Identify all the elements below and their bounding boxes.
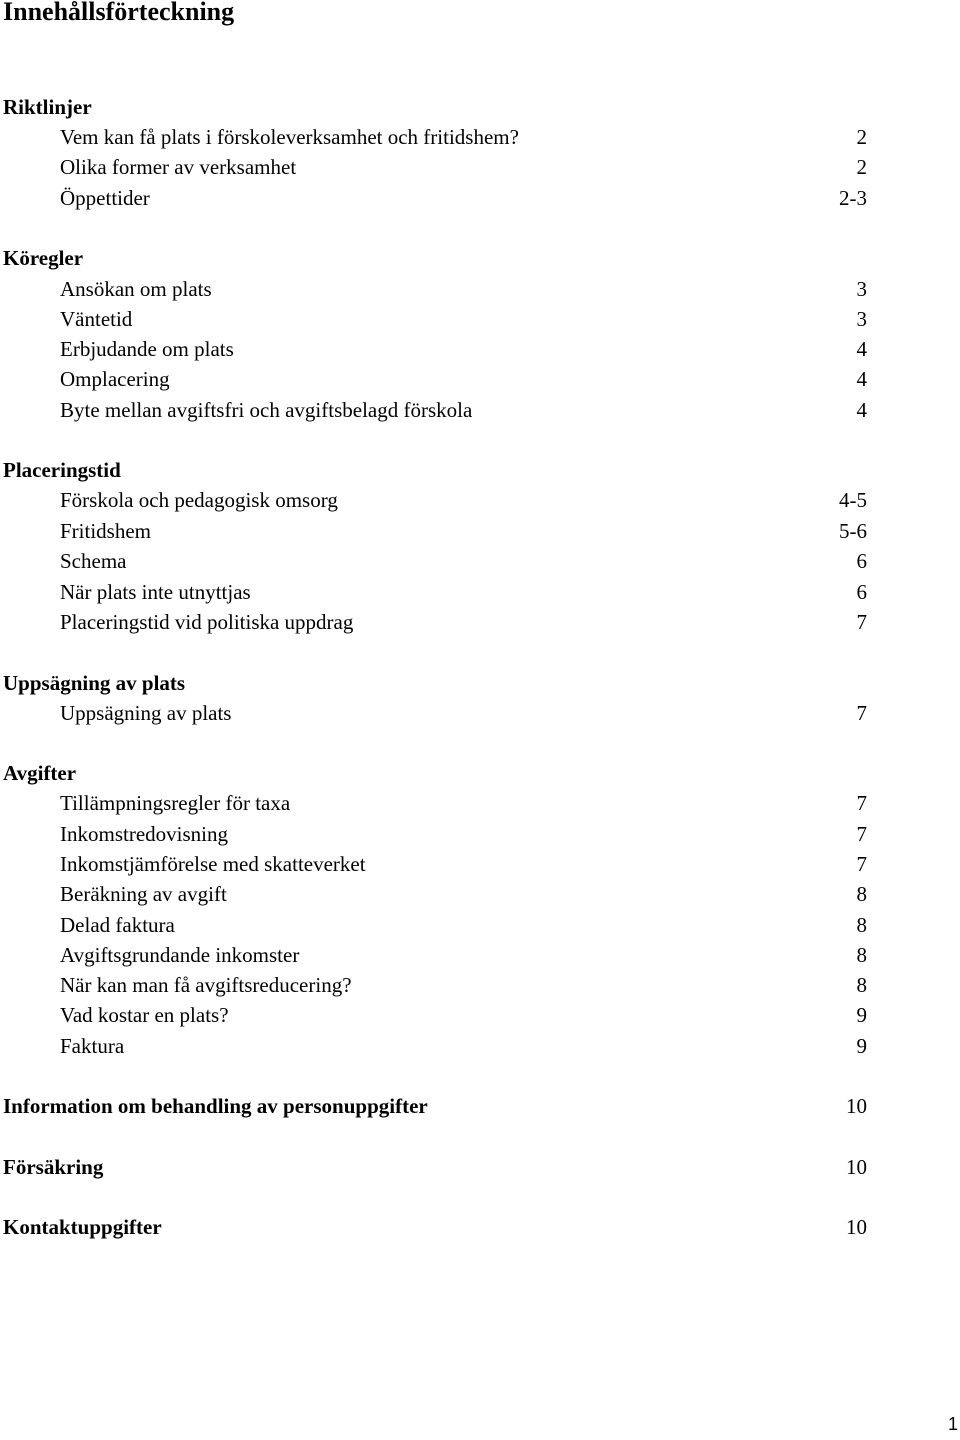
toc-entry[interactable]	[60, 1000, 867, 1030]
toc-entry-page: 8	[856, 943, 867, 967]
toc-entry-label: Öppettider	[60, 186, 150, 210]
toc-entry-label: Förskola och pedagogisk omsorg	[60, 488, 338, 512]
toc-entry[interactable]	[60, 910, 867, 940]
toc-heading-label: Kontaktuppgifter	[3, 1215, 162, 1239]
toc-entry-label: Avgiftsgrundande inkomster	[60, 943, 300, 967]
toc-entry-page: 7	[856, 852, 867, 876]
toc-entry-page: 4	[856, 367, 867, 391]
toc-entry-page: 3	[856, 307, 867, 331]
toc-entry-page: 7	[856, 822, 867, 846]
toc-entry-label: Beräkning av avgift	[60, 882, 227, 906]
toc-heading-personuppgifter[interactable]	[3, 1091, 867, 1121]
toc-entry-page: 2-3	[839, 186, 867, 210]
toc-heading-label: Köregler	[3, 246, 84, 270]
toc-entry-page: 8	[856, 973, 867, 997]
toc-heading-page: 10	[846, 1215, 867, 1239]
toc-heading-label: Uppsägning av plats	[3, 671, 186, 695]
toc-entry-label: Erbjudande om plats	[60, 337, 234, 361]
toc-entry-page: 4-5	[839, 488, 867, 512]
toc-entry[interactable]	[60, 152, 867, 182]
toc-entry[interactable]	[60, 395, 867, 425]
toc-heading-placeringstid[interactable]	[3, 455, 867, 485]
toc-entry[interactable]	[60, 879, 867, 909]
page-number: 1	[947, 1414, 958, 1434]
toc-entry-label: Uppsägning av plats	[60, 701, 232, 725]
toc-entry[interactable]	[60, 274, 867, 304]
toc-entry-page: 5-6	[839, 519, 867, 543]
toc-entry-label: Vad kostar en plats?	[60, 1003, 229, 1027]
toc-heading-koregler[interactable]	[3, 243, 867, 273]
toc-entry[interactable]	[60, 364, 867, 394]
toc-entry-label: Ansökan om plats	[60, 277, 212, 301]
toc-heading-forsakring[interactable]	[3, 1152, 867, 1182]
toc-heading-riktlinjer[interactable]	[3, 92, 867, 122]
toc-entry-page: 3	[856, 277, 867, 301]
toc-entry-page: 8	[856, 882, 867, 906]
toc-entry[interactable]	[60, 122, 867, 152]
toc-entry-label: Olika former av verksamhet	[60, 155, 297, 179]
toc-entry[interactable]	[60, 304, 867, 334]
toc-entry-label: Väntetid	[60, 307, 133, 331]
toc-entry-label: Vem kan få plats i förskoleverksamhet och fritidshem?	[60, 125, 519, 149]
toc-entry-page: 8	[856, 913, 867, 937]
toc-entry-page: 2	[856, 125, 867, 149]
toc-entry[interactable]	[60, 485, 867, 515]
toc-entry-page: 9	[856, 1034, 867, 1058]
toc-entry[interactable]	[60, 819, 867, 849]
toc-entry-page: 2	[856, 155, 867, 179]
toc-entry-page: 7	[856, 610, 867, 634]
toc-heading-label: Riktlinjer	[3, 95, 92, 119]
toc-heading-label: Försäkring	[3, 1155, 104, 1179]
toc-entry[interactable]	[60, 607, 867, 637]
toc-entry-page: 4	[856, 398, 867, 422]
toc-entry-label: Byte mellan avgiftsfri och avgiftsbelagd förskola	[60, 398, 473, 422]
toc-entry[interactable]	[60, 183, 867, 213]
toc-entry-label: När plats inte utnyttjas	[60, 580, 251, 604]
toc-heading-label: Information om behandling av personuppgifter	[3, 1094, 428, 1118]
toc-entry-page: 6	[856, 580, 867, 604]
toc-entry[interactable]	[60, 546, 867, 576]
page-title: Innehållsförteckning	[3, 0, 235, 26]
toc-heading-label: Placeringstid	[3, 458, 121, 482]
toc-entry-label: Fritidshem	[60, 519, 152, 543]
toc-heading-kontaktuppgifter[interactable]	[3, 1212, 867, 1242]
toc-entry-page: 6	[856, 549, 867, 573]
toc-entry-label: Placeringstid vid politiska uppdrag	[60, 610, 354, 634]
toc-entry-label: Tillämpningsregler för taxa	[60, 791, 291, 815]
toc-heading-avgifter[interactable]	[3, 758, 867, 788]
toc-entry-page: 7	[856, 791, 867, 815]
toc-entry[interactable]	[60, 940, 867, 970]
toc-entry-page: 4	[856, 337, 867, 361]
toc-entry-label: När kan man få avgiftsreducering?	[60, 973, 352, 997]
toc-entry[interactable]	[60, 788, 867, 818]
toc-entry[interactable]	[60, 516, 867, 546]
toc-entry[interactable]	[60, 334, 867, 364]
toc-heading-page: 10	[846, 1155, 867, 1179]
toc-entry-label: Inkomstjämförelse med skatteverket	[60, 852, 366, 876]
toc-entry[interactable]	[60, 698, 867, 728]
toc-heading-uppsagning[interactable]	[3, 668, 867, 698]
toc-entry-label: Delad faktura	[60, 913, 175, 937]
toc-entry-page: 9	[856, 1003, 867, 1027]
toc-entry[interactable]	[60, 1031, 867, 1061]
toc-entry-label: Schema	[60, 549, 127, 573]
toc-entry[interactable]	[60, 849, 867, 879]
toc-entry[interactable]	[60, 577, 867, 607]
toc-entry-page: 7	[856, 701, 867, 725]
toc-entry[interactable]	[60, 970, 867, 1000]
toc-heading-label: Avgifter	[3, 761, 77, 785]
toc-entry-label: Faktura	[60, 1034, 125, 1058]
toc-heading-page: 10	[846, 1094, 867, 1118]
toc-entry-label: Inkomstredovisning	[60, 822, 228, 846]
toc-entry-label: Omplacering	[60, 367, 170, 391]
